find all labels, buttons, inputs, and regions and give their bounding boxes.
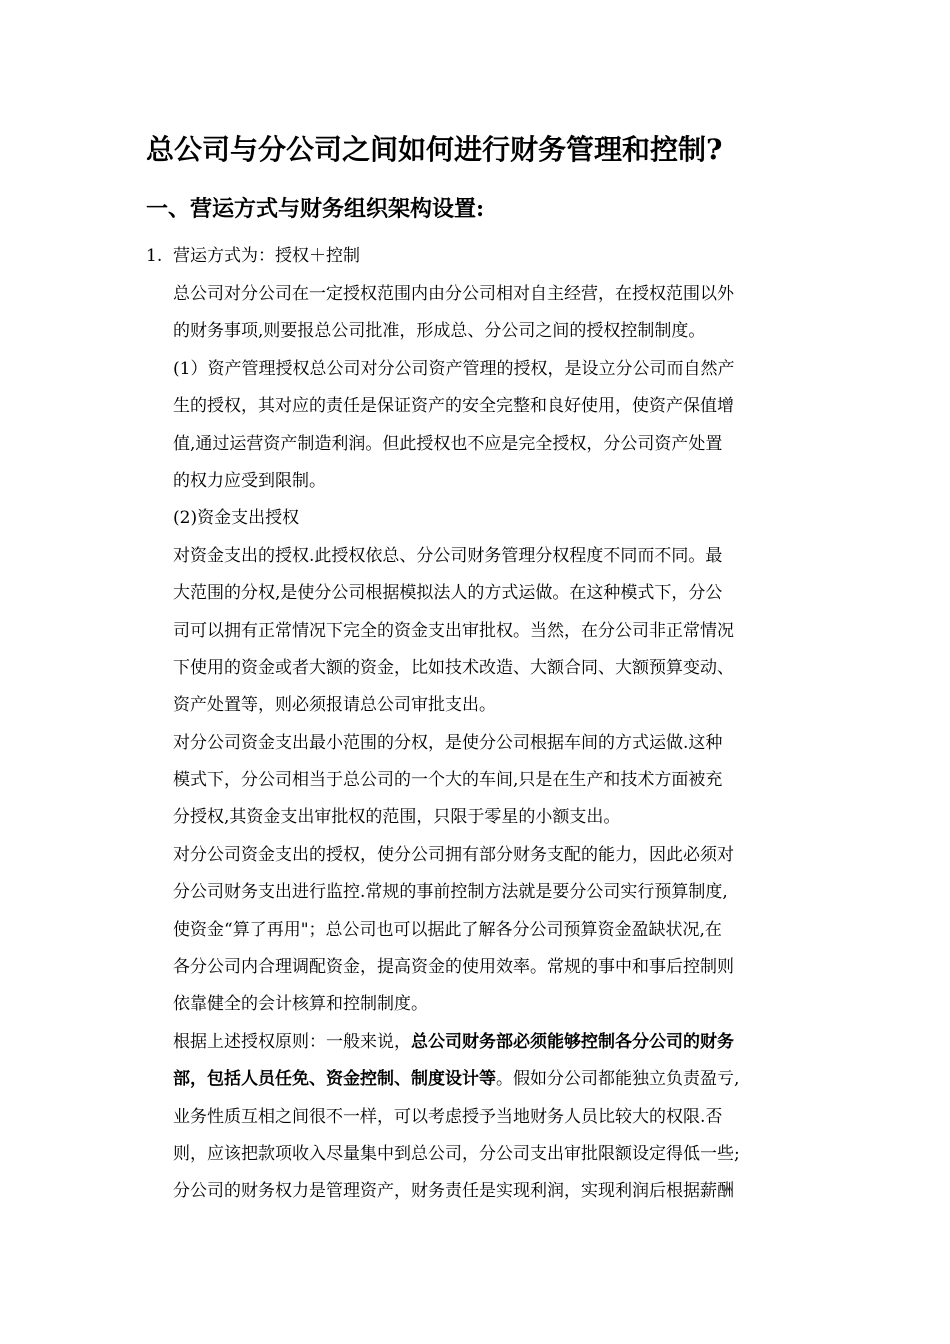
list-label: 营运方式为：授权＋控制 <box>173 246 360 266</box>
text-line: 分公司财务支出进行监控.常规的事前控制方法就是要分公司实行预算制度, <box>173 882 728 903</box>
text-line: 使资金“算了再用"；总公司也可以据此了解各分公司预算资金盈缺状况,在 <box>173 919 722 940</box>
section-heading: 一、营运方式与财务组织架构设置: <box>146 196 485 222</box>
text-line: (1）资产管理授权总公司对分公司资产管理的授权，是设立分公司而自然产 <box>173 358 735 379</box>
text-line: 则，应该把款项收入尽量集中到总公司，分公司支出审批限额设定得低一些; <box>173 1143 740 1164</box>
list-number: 1. <box>146 246 163 266</box>
text-line: 的权力应受到限制。 <box>173 470 326 491</box>
text-line: 总公司对分公司在一定授权范围内由分公司相对自主经营，在授权范围以外 <box>173 284 734 304</box>
text-line: 各分公司内合理调配资金，提高资金的使用效率。常规的事中和事后控制则 <box>173 957 734 978</box>
text-line: (2)资金支出授权 <box>173 508 300 529</box>
body-text <box>173 276 813 1211</box>
page-title: 总公司与分公司之间如何进行财务管理和控制? <box>146 133 723 166</box>
text-line: 部，包括人员任免、资金控制、制度设计等。假如分公司都能独立负责盈亏, <box>173 1069 740 1090</box>
bold-emphasis: 总公司财务部必须能够控制各分公司的财务 <box>411 1031 734 1052</box>
text-line: 分授权,其资金支出审批权的范围，只限于零星的小额支出。 <box>173 807 621 828</box>
text-line: 值,通过运营资产制造利润。但此授权也不应是完全授权，分公司资产处置 <box>173 433 723 454</box>
text-line: 对资金支出的授权.此授权依总、分公司财务管理分权程度不同而不同。最 <box>173 545 723 566</box>
bold-emphasis: 部，包括人员任免、资金控制、制度设计等 <box>173 1069 496 1090</box>
text-line: 对分公司资金支出最小范围的分权，是使分公司根据车间的方式运做.这种 <box>173 732 723 753</box>
text-line: 依靠健全的会计核算和控制制度。 <box>173 994 428 1015</box>
text-line: 模式下，分公司相当于总公司的一个大的车间,只是在生产和技术方面被充 <box>173 770 723 791</box>
text-line: 根据上述授权原则：一般来说，总公司财务部必须能够控制各分公司的财务 <box>173 1031 734 1052</box>
list-item-1 <box>146 240 360 272</box>
text-line: 的财务事项,则要报总公司批准，形成总、分公司之间的授权控制制度。 <box>173 321 706 342</box>
text-line: 大范围的分权,是使分公司根据模拟法人的方式运做。在这种模式下，分公 <box>173 583 723 604</box>
text-line: 生的授权，其对应的责任是保证资产的安全完整和良好使用，使资产保值增 <box>173 396 734 417</box>
text-line: 下使用的资金或者大额的资金，比如技术改造、大额合同、大额预算变动、 <box>173 657 734 678</box>
text-line: 分公司的财务权力是管理资产，财务责任是实现利润，实现利润后根据薪酬 <box>173 1181 734 1202</box>
text-line: 资产处置等，则必须报请总公司审批支出。 <box>173 695 496 716</box>
text-line: 司可以拥有正常情况下完全的资金支出审批权。当然，在分公司非正常情况 <box>173 620 734 641</box>
text-line: 业务性质互相之间很不一样，可以考虑授予当地财务人员比较大的权限.否 <box>173 1106 723 1127</box>
text-line: 对分公司资金支出的授权，使分公司拥有部分财务支配的能力，因此必须对 <box>173 844 734 865</box>
